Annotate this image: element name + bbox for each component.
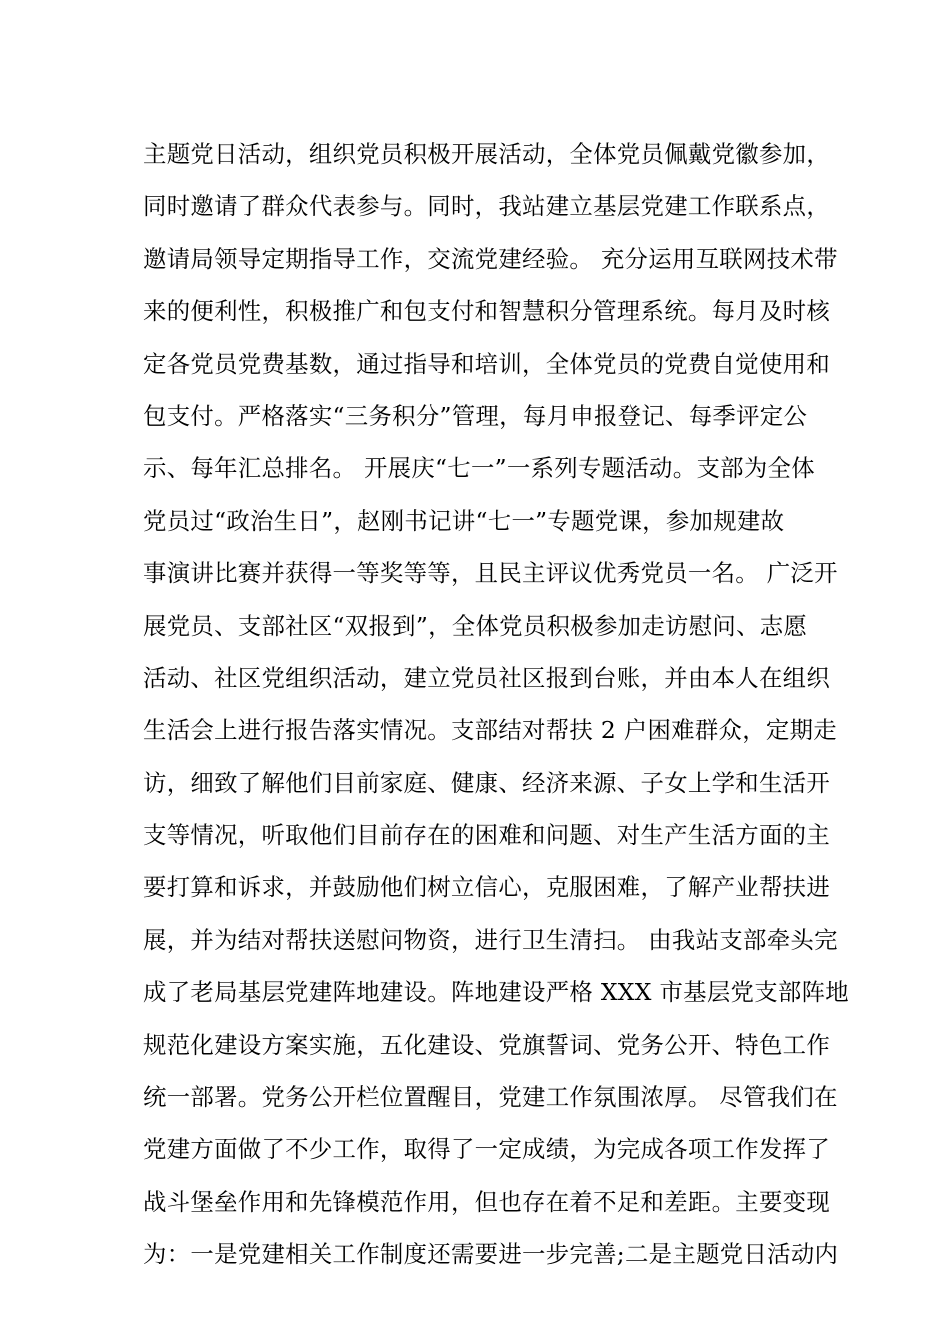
text-line: 党员过“政治生日”，赵刚书记讲“七一”专题党课，参加规建故 (143, 506, 785, 535)
text-line: 展，并为结对帮扶送慰问物资，进行卫生清扫。 由我站支部牵头完 (143, 925, 838, 954)
text-line: 党建方面做了不少工作，取得了一定成绩，为完成各项工作发挥了 (143, 1135, 831, 1164)
text-line: 为：一是党建相关工作制度还需要进一步完善;二是主题党日活动内 (143, 1240, 839, 1269)
body-text (143, 128, 849, 1281)
text-line: 同时邀请了群众代表参与。同时，我站建立基层党建工作联系点， (143, 192, 831, 221)
text-line: 来的便利性，积极推广和包支付和智慧积分管理系统。每月及时核 (143, 297, 831, 326)
text-line: 要打算和诉求，并鼓励他们树立信心，克服困难，了解产业帮扶进 (143, 873, 831, 902)
text-line: 示、每年汇总排名。 开展庆“七一”一系列专题活动。支部为全体 (143, 454, 815, 483)
text-line: 展党员、支部社区“双报到”，全体党员积极参加走访慰问、志愿 (143, 611, 808, 640)
text-line: 战斗堡垒作用和先锋模范作用，但也存在着不足和差距。主要变现 (143, 1187, 831, 1216)
text-line: 主题党日活动，组织党员积极开展活动，全体党员佩戴党徽参加， (143, 140, 831, 168)
text-line: 定各党员党费基数，通过指导和培训，全体党员的党费自觉使用和 (143, 349, 831, 378)
text-line: 访，细致了解他们目前家庭、健康、经济来源、子女上学和生活开 (143, 768, 831, 797)
text-line: 成了老局基层党建阵地建设。阵地建设严格 XXX 市基层党支部阵地 (143, 978, 849, 1007)
text-line: 支等情况，听取他们目前存在的困难和问题、对生产生活方面的主 (143, 821, 831, 850)
text-line: 活动、社区党组织活动，建立党员社区报到台账，并由本人在组织 (143, 663, 831, 692)
text-line: 事演讲比赛并获得一等奖等等，且民主评议优秀党员一名。 广泛开 (143, 559, 838, 588)
text-line: 生活会上进行报告落实情况。支部结对帮扶 2 户困难群众，定期走 (143, 716, 837, 745)
text-line: 邀请局领导定期指导工作，交流党建经验。 充分运用互联网技术带 (143, 244, 838, 273)
text-line: 规范化建设方案实施，五化建设、党旗誓词、党务公开、特色工作 (143, 1030, 831, 1059)
text-line: 统一部署。党务公开栏位置醒目，党建工作氛围浓厚。 尽管我们在 (143, 1083, 838, 1112)
text-line: 包支付。严格落实“三务积分”管理，每月申报登记、每季评定公 (143, 401, 808, 430)
